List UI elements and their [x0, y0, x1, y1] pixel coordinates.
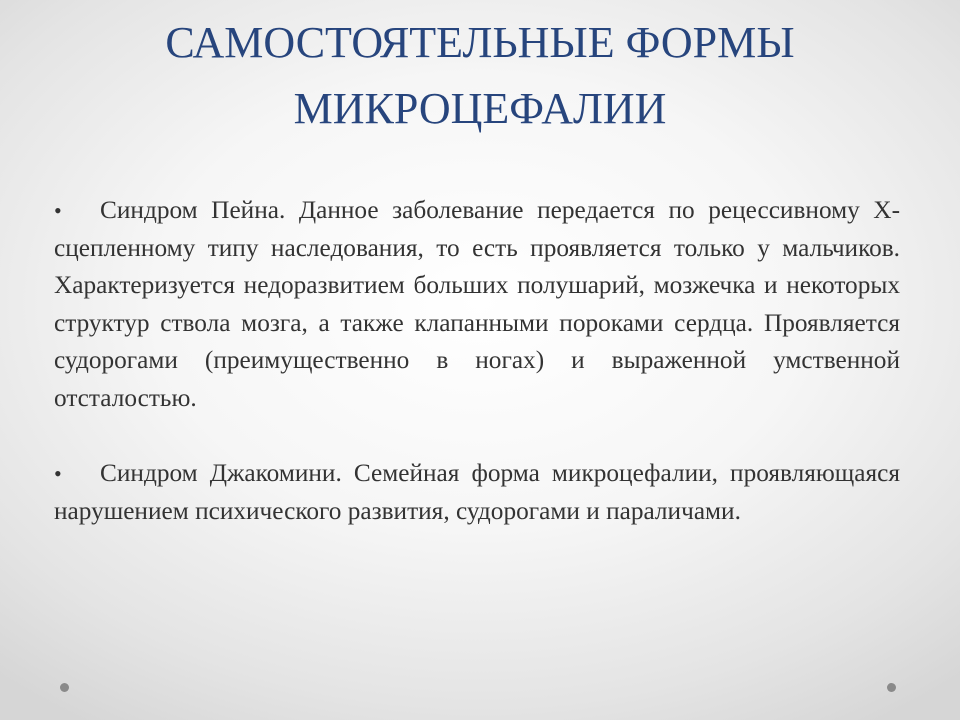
- bullet-icon: •: [54, 198, 62, 223]
- slide-title-line-2: МИКРОЦЕФАЛИИ: [293, 84, 667, 133]
- paragraph-text-giacomini: Синдром Джакомини. Семейная форма микроцефалии, проявляющаяся нарушением психического развития, судорогами и параличами.: [54, 459, 900, 525]
- slide-title: [0, 10, 960, 142]
- slide-title-line-1: САМОСТОЯТЕЛЬНЫЕ ФОРМЫ: [165, 18, 795, 67]
- bullet-paragraph-payne: [54, 192, 900, 418]
- bullet-paragraph-giacomini: [54, 455, 900, 530]
- slide-body: [54, 192, 900, 530]
- bullet-icon: •: [54, 461, 62, 487]
- decorative-dot-left: [60, 683, 69, 692]
- paragraph-text-payne: Синдром Пейна. Данное заболевание передается по рецессивному Х-сцепленному типу наследования, то есть проявляется только у мальчиков. Характеризуется недоразвитием больших полушарий, мозжечка и некоторых структур ствола мозга, а также клапанными пороками сердца. Проявляется судорогами (преимущественно в ногах) и выраженной умственной отсталостью.: [54, 196, 900, 412]
- decorative-dot-right: [887, 683, 896, 692]
